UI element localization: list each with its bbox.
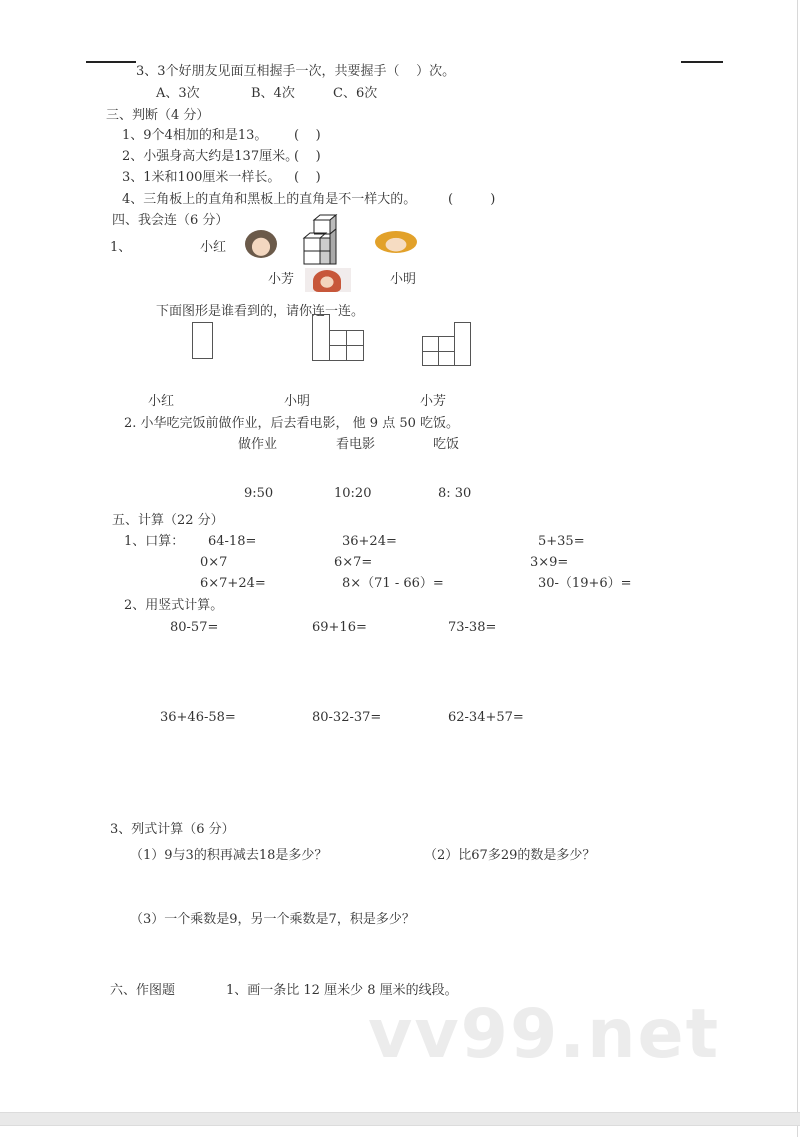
girl-face-xiaofang-bg <box>305 268 351 292</box>
boy-face-xiaoming-icon <box>375 231 417 253</box>
character-name-xiaofang: 小芳 <box>268 272 295 287</box>
written-problem: （3）一个乘数是9，另一个乘数是7，积是多少？ <box>130 912 415 927</box>
activity-label: 吃饭 <box>433 437 460 452</box>
page-gap <box>0 1112 800 1126</box>
oral-problem: 36+24= <box>342 534 397 549</box>
vertical-problem: 36+46-58= <box>160 710 236 725</box>
option-c: C、6次 <box>333 86 378 101</box>
judgement-item: 2、小强身高大约是137厘米。 <box>122 149 299 164</box>
oral-problem: 5+35= <box>538 534 585 549</box>
time-label: 9:50 <box>244 486 274 501</box>
activity-label: 做作业 <box>238 437 278 452</box>
judgement-blank[interactable]: ( ) <box>448 192 496 207</box>
name-label: 小明 <box>284 394 311 409</box>
judgement-blank[interactable]: ( ) <box>294 149 321 164</box>
question-number: 1、 <box>110 240 132 255</box>
character-name-xiaohong: 小红 <box>200 240 227 255</box>
judgement-item: 4、三角板上的直角和黑板上的直角是不一样大的。 <box>122 192 417 207</box>
character-name-xiaoming: 小明 <box>390 272 417 287</box>
judgement-item: 3、1米和100厘米一样长。 <box>122 170 281 185</box>
section-title-judgement: 三、判断（4 分） <box>106 108 210 123</box>
oral-problem: 30-（19+6）= <box>538 576 632 591</box>
written-problem: （2）比67多29的数是多少？ <box>424 848 596 863</box>
cube-stack-icon <box>300 214 344 266</box>
vertical-calc-label: 2、用竖式计算。 <box>124 598 224 613</box>
vertical-problem: 62-34+57= <box>448 710 524 725</box>
oral-problem: 6×7= <box>334 555 373 570</box>
question-schedule: 2. 小华吃完饭前做作业，后去看电影， 他 9 点 50 吃饭。 <box>124 416 460 431</box>
name-label: 小芳 <box>420 394 447 409</box>
activity-label: 看电影 <box>336 437 376 452</box>
drawing-question: 1、画一条比 12 厘米少 8 厘米的线段。 <box>226 983 458 998</box>
section-title-drawing: 六、作图题 <box>110 983 176 998</box>
oral-problem: 64-18= <box>208 534 257 549</box>
girl-face-xiaohong-icon <box>245 230 277 258</box>
corner-crop-mark-left <box>86 61 136 63</box>
vertical-problem: 80-57= <box>170 620 219 635</box>
judgement-item: 1、9个4相加的和是13。 <box>122 128 268 143</box>
option-a: A、3次 <box>156 86 200 101</box>
oral-calc-label: 1、口算： <box>124 534 185 549</box>
next-page-edge <box>0 1126 798 1137</box>
section-title-connect: 四、我会连（6 分） <box>112 213 229 228</box>
oral-problem: 8×（71 - 66）= <box>342 576 444 591</box>
time-label: 10:20 <box>334 486 372 501</box>
girl-face-xiaofang-icon <box>313 270 341 292</box>
oral-problem: 3×9= <box>530 555 569 570</box>
vertical-problem: 69+16= <box>312 620 367 635</box>
judgement-blank[interactable]: ( ) <box>294 128 321 143</box>
section-title-written-calc: 3、列式计算（6 分） <box>110 822 235 837</box>
section-title-calculation: 五、计算（22 分） <box>112 513 224 528</box>
corner-crop-mark-right <box>681 61 723 63</box>
name-label: 小红 <box>148 394 175 409</box>
option-b: B、4次 <box>251 86 295 101</box>
vertical-problem: 80-32-37= <box>312 710 382 725</box>
watermark: vv99.net <box>368 995 721 1074</box>
oral-problem: 6×7+24= <box>200 576 266 591</box>
written-problem: （1）9与3的积再减去18是多少？ <box>130 848 328 863</box>
judgement-blank[interactable]: ( ) <box>294 170 321 185</box>
connect-instruction: 下面图形是谁看到的，请你连一连。 <box>156 304 365 319</box>
oral-problem: 0×7 <box>200 555 228 570</box>
vertical-problem: 73-38= <box>448 620 497 635</box>
time-label: 8: 30 <box>438 486 472 501</box>
question-handshake: 3、3个好朋友见面互相握手一次，共要握手（ ）次。 <box>136 64 456 79</box>
